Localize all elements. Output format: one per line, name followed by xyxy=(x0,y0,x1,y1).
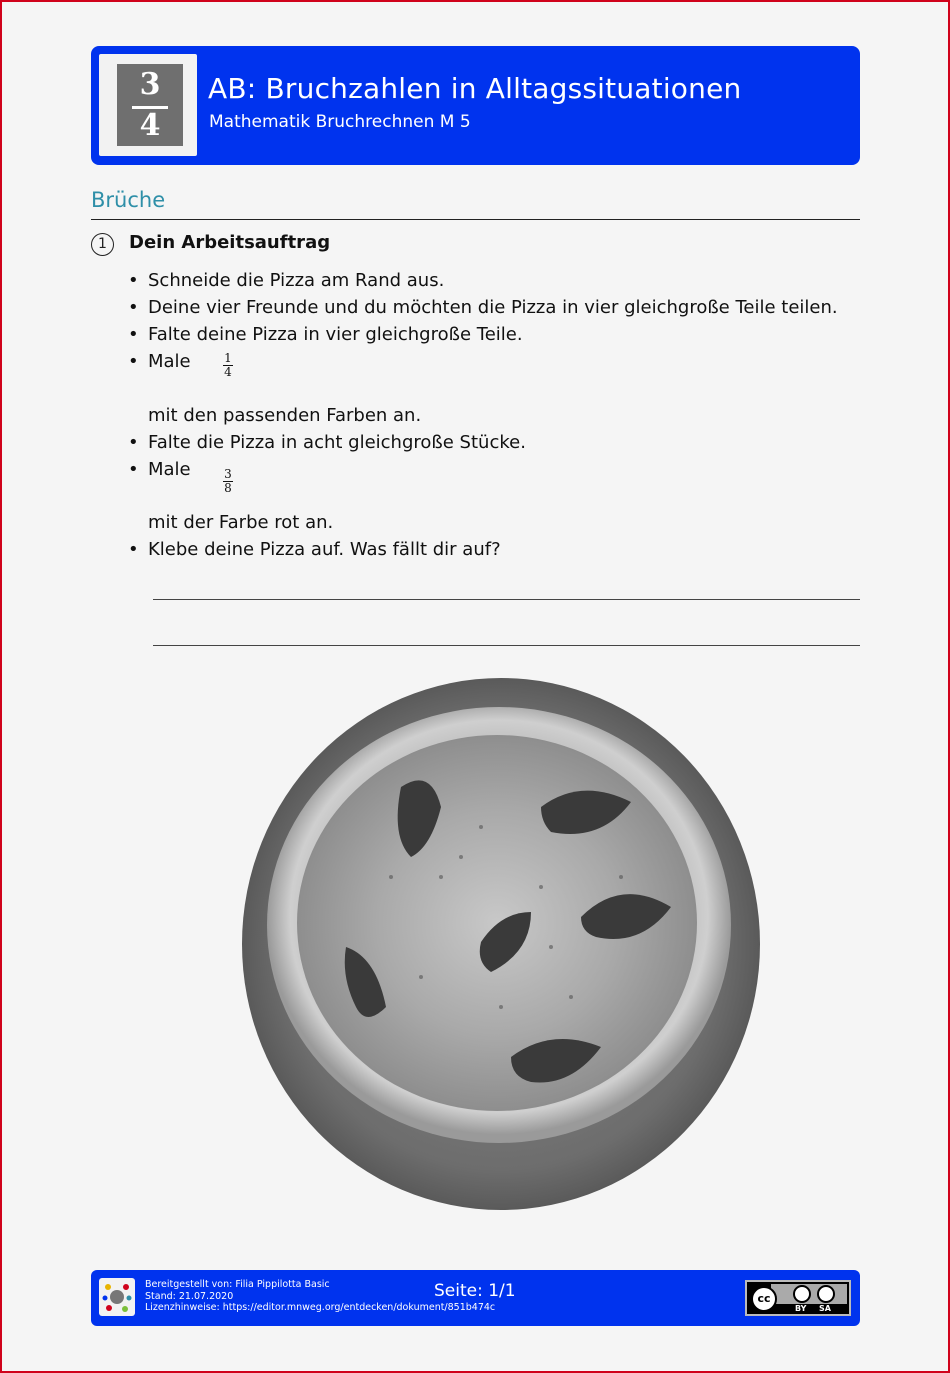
section-divider xyxy=(91,219,860,220)
page-subtitle: Mathematik Bruchrechnen M 5 xyxy=(209,112,471,132)
cc-by-sa-license-icon[interactable] xyxy=(745,1280,851,1316)
task-number-badge: 1 xyxy=(91,233,114,256)
bullet-dot: • xyxy=(128,324,139,345)
fraction-logo-tile xyxy=(117,64,183,146)
page-number: Seite: 1/1 xyxy=(434,1281,516,1301)
fraction-numerator: 3 xyxy=(224,467,232,481)
bullet-dot: • xyxy=(128,351,139,372)
cc-logo-icon: cc xyxy=(751,1286,777,1312)
fraction-denominator: 4 xyxy=(224,365,232,379)
fraction-logo-icon xyxy=(99,54,197,156)
bullet-dot: • xyxy=(128,270,139,291)
license-link[interactable]: Lizenzhinweise: https://editor.mnweg.org/entdecken/dokument/851b474c xyxy=(145,1302,496,1313)
license-by-label: BY xyxy=(795,1304,807,1313)
fraction-numerator: 1 xyxy=(224,351,232,365)
task-item-text: Falte deine Pizza in vier gleichgroße Teile. xyxy=(148,324,523,345)
logo-denominator: 4 xyxy=(139,108,161,143)
answer-line[interactable] xyxy=(153,645,860,646)
task-item-continuation: mit den passenden Farben an. xyxy=(148,405,422,426)
document-date: Stand: 21.07.2020 xyxy=(145,1290,234,1302)
task-item-text: Male xyxy=(148,351,191,372)
task-item-text: Falte die Pizza in acht gleichgroße Stücke. xyxy=(148,432,526,453)
section-title: Brüche xyxy=(91,188,166,212)
provided-by: Bereitgestellt von: Filia Pippilotta Basic xyxy=(145,1279,330,1290)
fraction-three-eighths xyxy=(222,468,234,495)
attribution-icon xyxy=(793,1285,811,1303)
worksheet-footer xyxy=(91,1270,860,1326)
logo-numerator: 3 xyxy=(139,67,161,102)
mnweg-logo-dots xyxy=(99,1278,135,1316)
bullet-dot: • xyxy=(128,539,139,560)
task-item-text: Klebe deine Pizza auf. Was fällt dir auf? xyxy=(148,539,501,560)
page-title: AB: Bruchzahlen in Alltagssituationen xyxy=(208,72,742,105)
task-item-continuation: mit der Farbe rot an. xyxy=(148,512,334,533)
mnweg-logo-icon xyxy=(99,1278,135,1316)
license-sa-label: SA xyxy=(819,1304,831,1313)
worksheet-header xyxy=(91,46,860,165)
task-item-text: Schneide die Pizza am Rand aus. xyxy=(148,270,445,291)
share-alike-icon xyxy=(817,1285,835,1303)
task-item-text: Male xyxy=(148,459,191,480)
task-item-text: Deine vier Freunde und du möchten die Pizza in vier gleichgroße Teile teilen. xyxy=(148,297,838,318)
task-title: Dein Arbeitsauftrag xyxy=(129,232,331,253)
fraction-one-quarter xyxy=(222,352,234,379)
bullet-dot: • xyxy=(128,459,139,480)
bullet-dot: • xyxy=(128,297,139,318)
fraction-denominator: 8 xyxy=(224,481,232,495)
bullet-dot: • xyxy=(128,432,139,453)
answer-line[interactable] xyxy=(153,599,860,600)
pizza-image xyxy=(241,677,761,1211)
